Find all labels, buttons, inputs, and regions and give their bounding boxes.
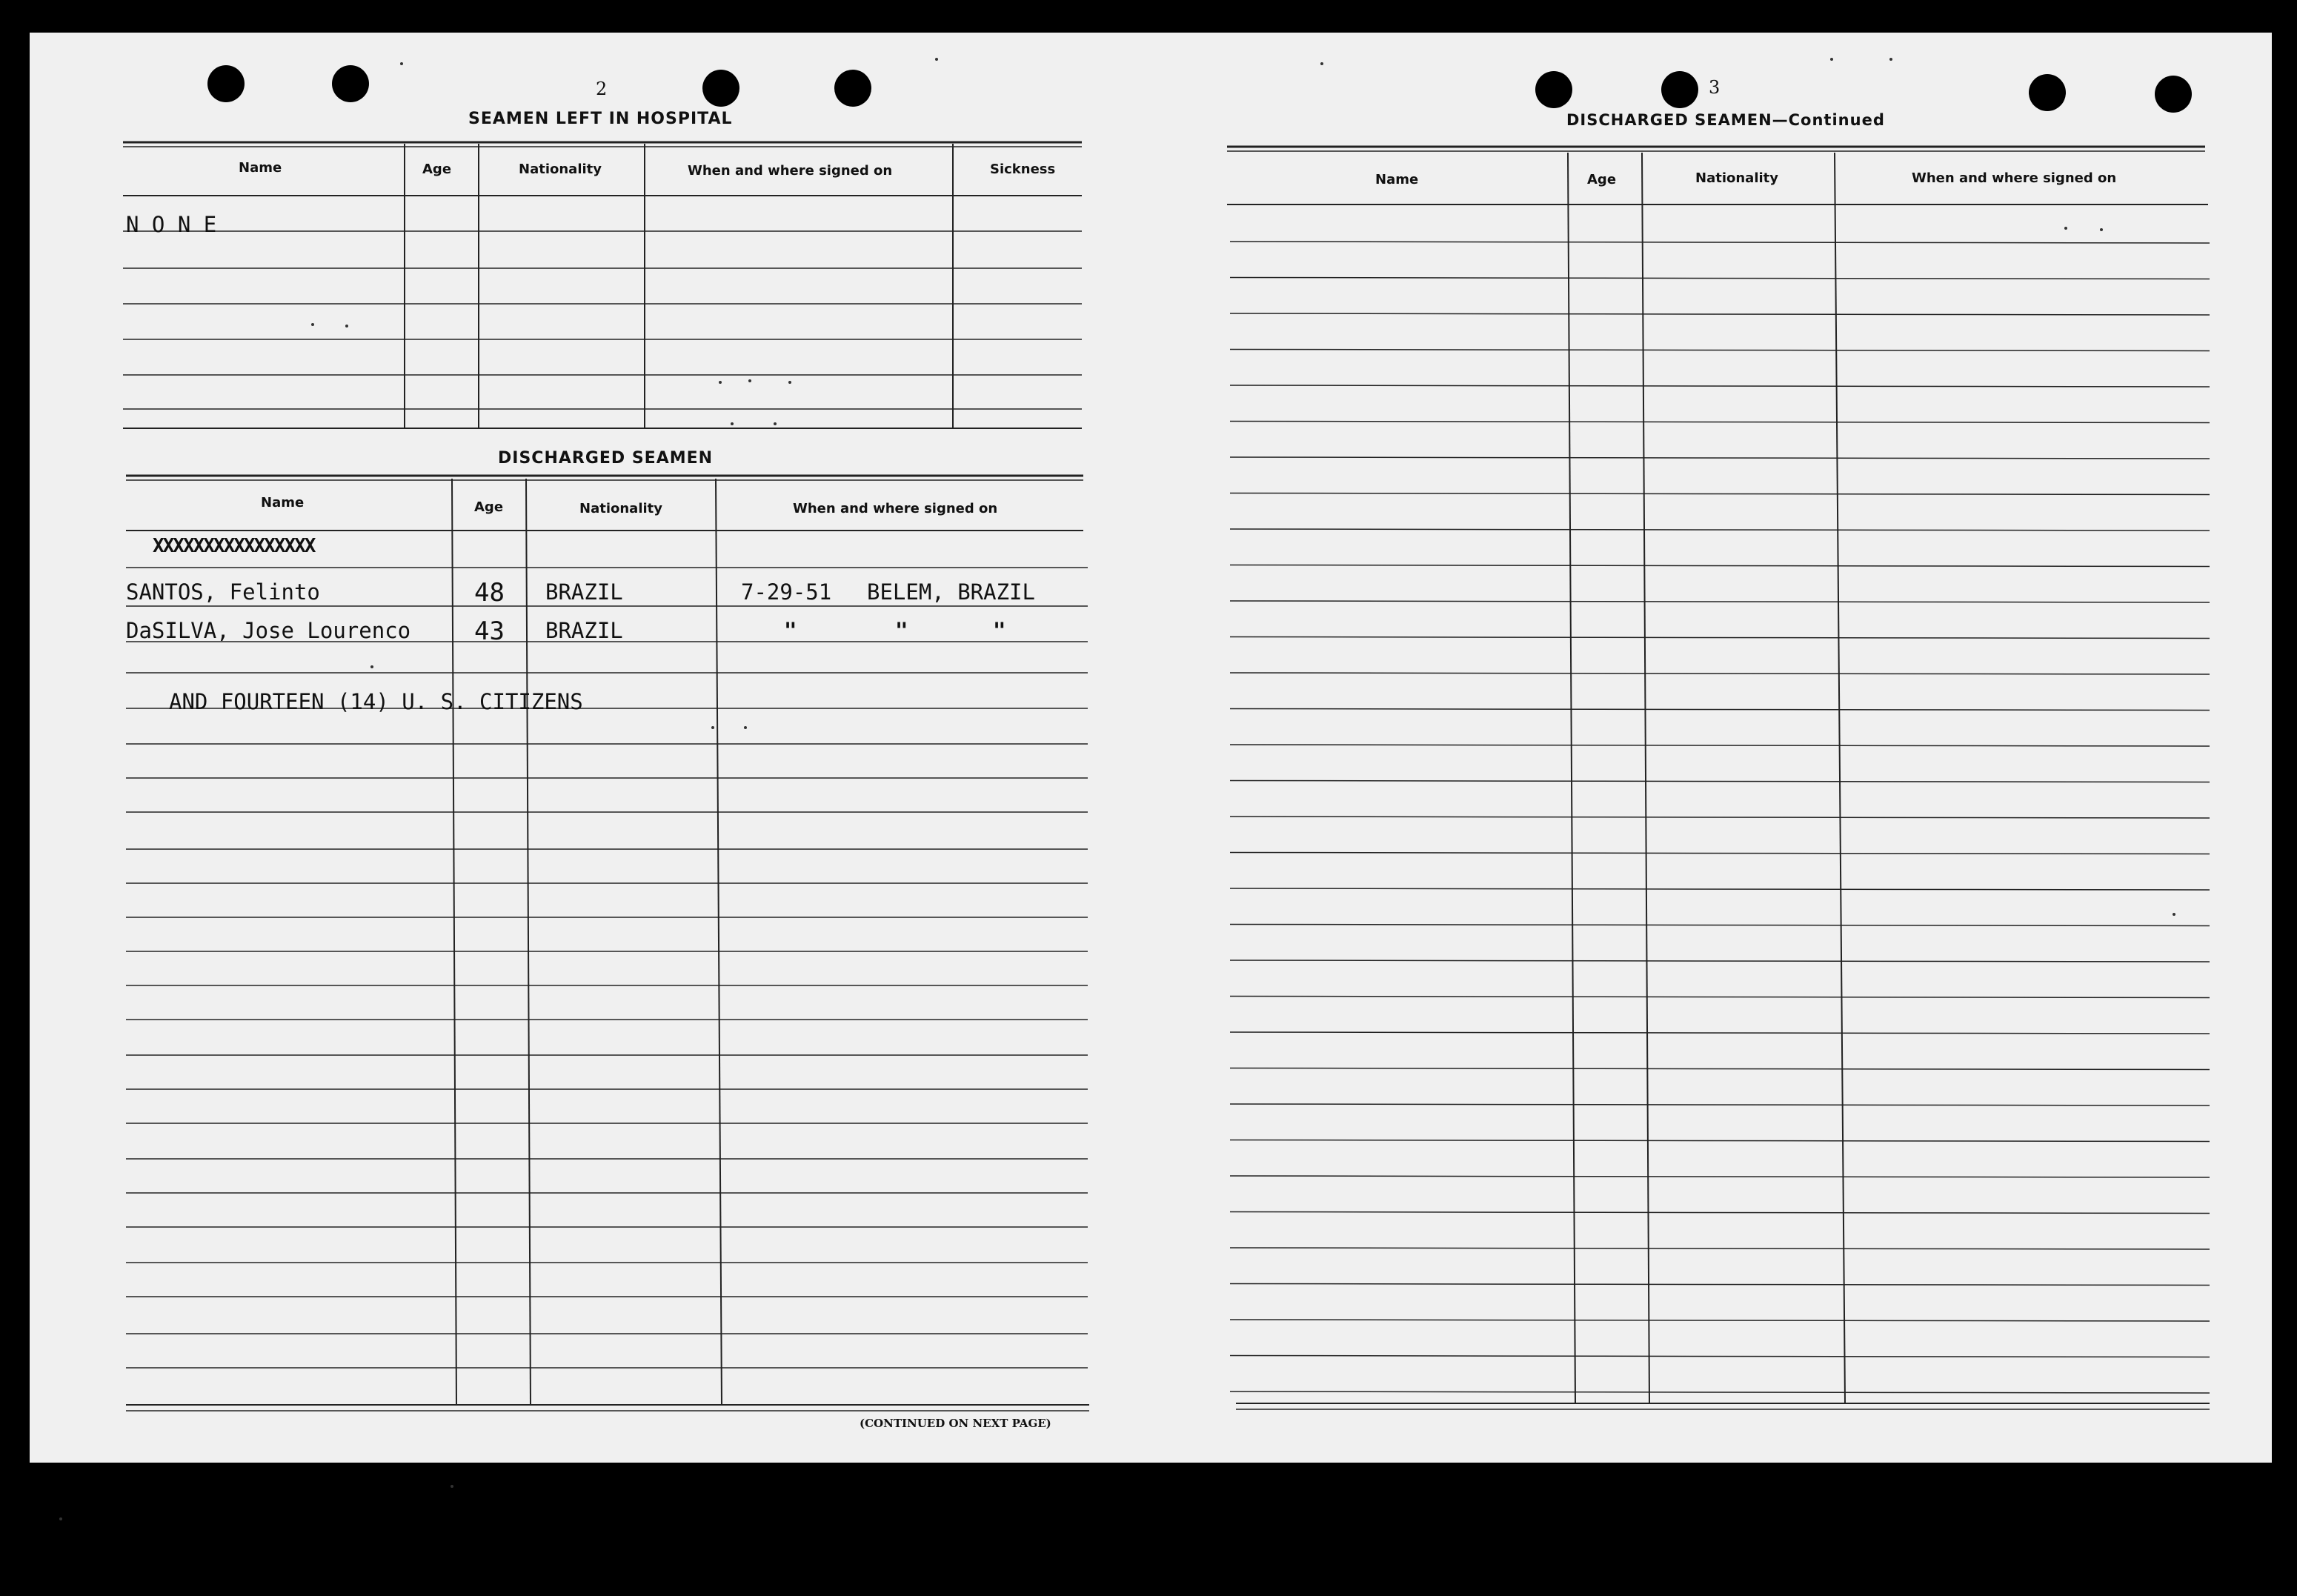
left-page-number: 2 xyxy=(596,79,608,99)
hospital-col-name: Name xyxy=(239,160,282,176)
seaman-2-ditto-date: " xyxy=(784,618,797,643)
row-rule xyxy=(1230,601,2210,602)
seaman-1-name: SANTOS, Felinto xyxy=(126,579,320,605)
row-rule xyxy=(1230,997,2210,998)
row-rule xyxy=(1230,1032,2210,1034)
row-rule xyxy=(1230,385,2210,387)
column-rule xyxy=(1835,153,1845,1403)
row-rule xyxy=(1230,350,2210,351)
row-rule xyxy=(1230,673,2210,674)
hospital-entry-none: N O N E xyxy=(126,212,217,237)
scan-speck xyxy=(744,726,747,729)
right-section-title: DISCHARGED SEAMEN—Continued xyxy=(1566,111,1885,129)
scan-speck xyxy=(748,379,751,382)
right-col-nationality: Nationality xyxy=(1695,170,1778,186)
column-rule xyxy=(452,479,456,1405)
row-rule xyxy=(1230,1104,2210,1105)
seaman-2-age: 43 xyxy=(474,616,505,646)
scan-speck xyxy=(774,422,777,425)
seaman-2-name: DaSILVA, Jose Lourenco xyxy=(126,618,411,643)
row-rule xyxy=(1230,242,2210,243)
hospital-section-title: SEAMEN LEFT IN HOSPITAL xyxy=(468,110,733,128)
row-rule xyxy=(1230,1284,2210,1286)
row-rule xyxy=(1230,1391,2210,1393)
scan-speck xyxy=(711,726,714,729)
seaman-1-place: BELEM, BRAZIL xyxy=(867,579,1035,605)
hospital-col-signed-on: When and where signed on xyxy=(688,163,893,179)
row-rule xyxy=(1230,817,2210,818)
hospital-col-nationality: Nationality xyxy=(519,162,602,177)
row-rule xyxy=(1230,1140,2210,1142)
scan-speck xyxy=(345,325,348,327)
discharged-col-signed-on: When and where signed on xyxy=(793,501,998,516)
row-rule xyxy=(1230,565,2210,567)
row-rule xyxy=(1230,637,2210,639)
row-rule xyxy=(1230,888,2210,890)
row-rule xyxy=(1230,422,2210,423)
seaman-2-nationality: BRAZIL xyxy=(545,618,623,643)
row-rule xyxy=(1230,1068,2210,1070)
scan-speck xyxy=(719,381,722,384)
scan-speck xyxy=(59,1517,62,1520)
row-rule xyxy=(1230,1212,2210,1214)
row-rule xyxy=(1230,925,2210,926)
seaman-2-ditto-country: " xyxy=(993,618,1006,643)
discharged-col-nationality: Nationality xyxy=(579,501,662,516)
row-rule xyxy=(1230,1320,2210,1321)
row-rule xyxy=(1230,960,2210,962)
scan-speck xyxy=(370,665,373,668)
scan-speck xyxy=(788,381,791,384)
scan-speck xyxy=(2064,227,2067,230)
right-col-signed-on: When and where signed on xyxy=(1912,170,2117,186)
right-page-number: 3 xyxy=(1709,77,1721,98)
seaman-2-ditto-place: " xyxy=(895,618,908,643)
scan-speck xyxy=(1320,62,1323,65)
seaman-1-date: 7-29-51 xyxy=(741,579,832,605)
us-citizens-note: AND FOURTEEN (14) U. S. CITIZENS xyxy=(169,689,583,714)
row-rule xyxy=(1230,853,2210,854)
hospital-col-sickness: Sickness xyxy=(990,162,1056,177)
scan-speck xyxy=(1889,58,1892,61)
right-col-age: Age xyxy=(1587,172,1617,187)
row-rule xyxy=(1230,529,2210,531)
row-rule xyxy=(1230,313,2210,315)
row-rule xyxy=(1230,781,2210,782)
discharged-col-age: Age xyxy=(474,499,504,515)
scan-speck xyxy=(400,62,403,65)
row-rule xyxy=(1230,1248,2210,1249)
struck-out-entry: XXXXXXXXXXXXXXXX xyxy=(153,535,315,557)
row-rule xyxy=(1230,457,2210,459)
row-rule xyxy=(1230,1356,2210,1357)
scan-speck xyxy=(1830,58,1833,61)
row-rule xyxy=(1230,745,2210,746)
scan-speck xyxy=(311,323,314,326)
scan-speck xyxy=(731,422,734,425)
row-rule xyxy=(1230,493,2210,495)
seaman-1-age: 48 xyxy=(474,578,505,608)
row-rule xyxy=(1230,1176,2210,1177)
row-rule xyxy=(1230,278,2210,279)
column-rule xyxy=(1568,153,1575,1403)
row-rule xyxy=(1230,709,2210,711)
discharged-section-title: DISCHARGED SEAMEN xyxy=(498,449,714,468)
right-col-name: Name xyxy=(1375,172,1419,187)
continued-footer: (CONTINUED ON NEXT PAGE) xyxy=(860,1417,1051,1430)
seaman-1-nationality: BRAZIL xyxy=(545,579,623,605)
scan-speck xyxy=(935,58,938,61)
scan-speck xyxy=(2173,913,2175,916)
column-rule xyxy=(526,479,531,1405)
scan-speck xyxy=(451,1485,453,1488)
discharged-col-name: Name xyxy=(261,495,305,511)
hospital-col-age: Age xyxy=(422,162,452,177)
scan-speck xyxy=(2100,228,2103,231)
column-rule xyxy=(716,479,722,1405)
column-rule xyxy=(1642,153,1649,1403)
